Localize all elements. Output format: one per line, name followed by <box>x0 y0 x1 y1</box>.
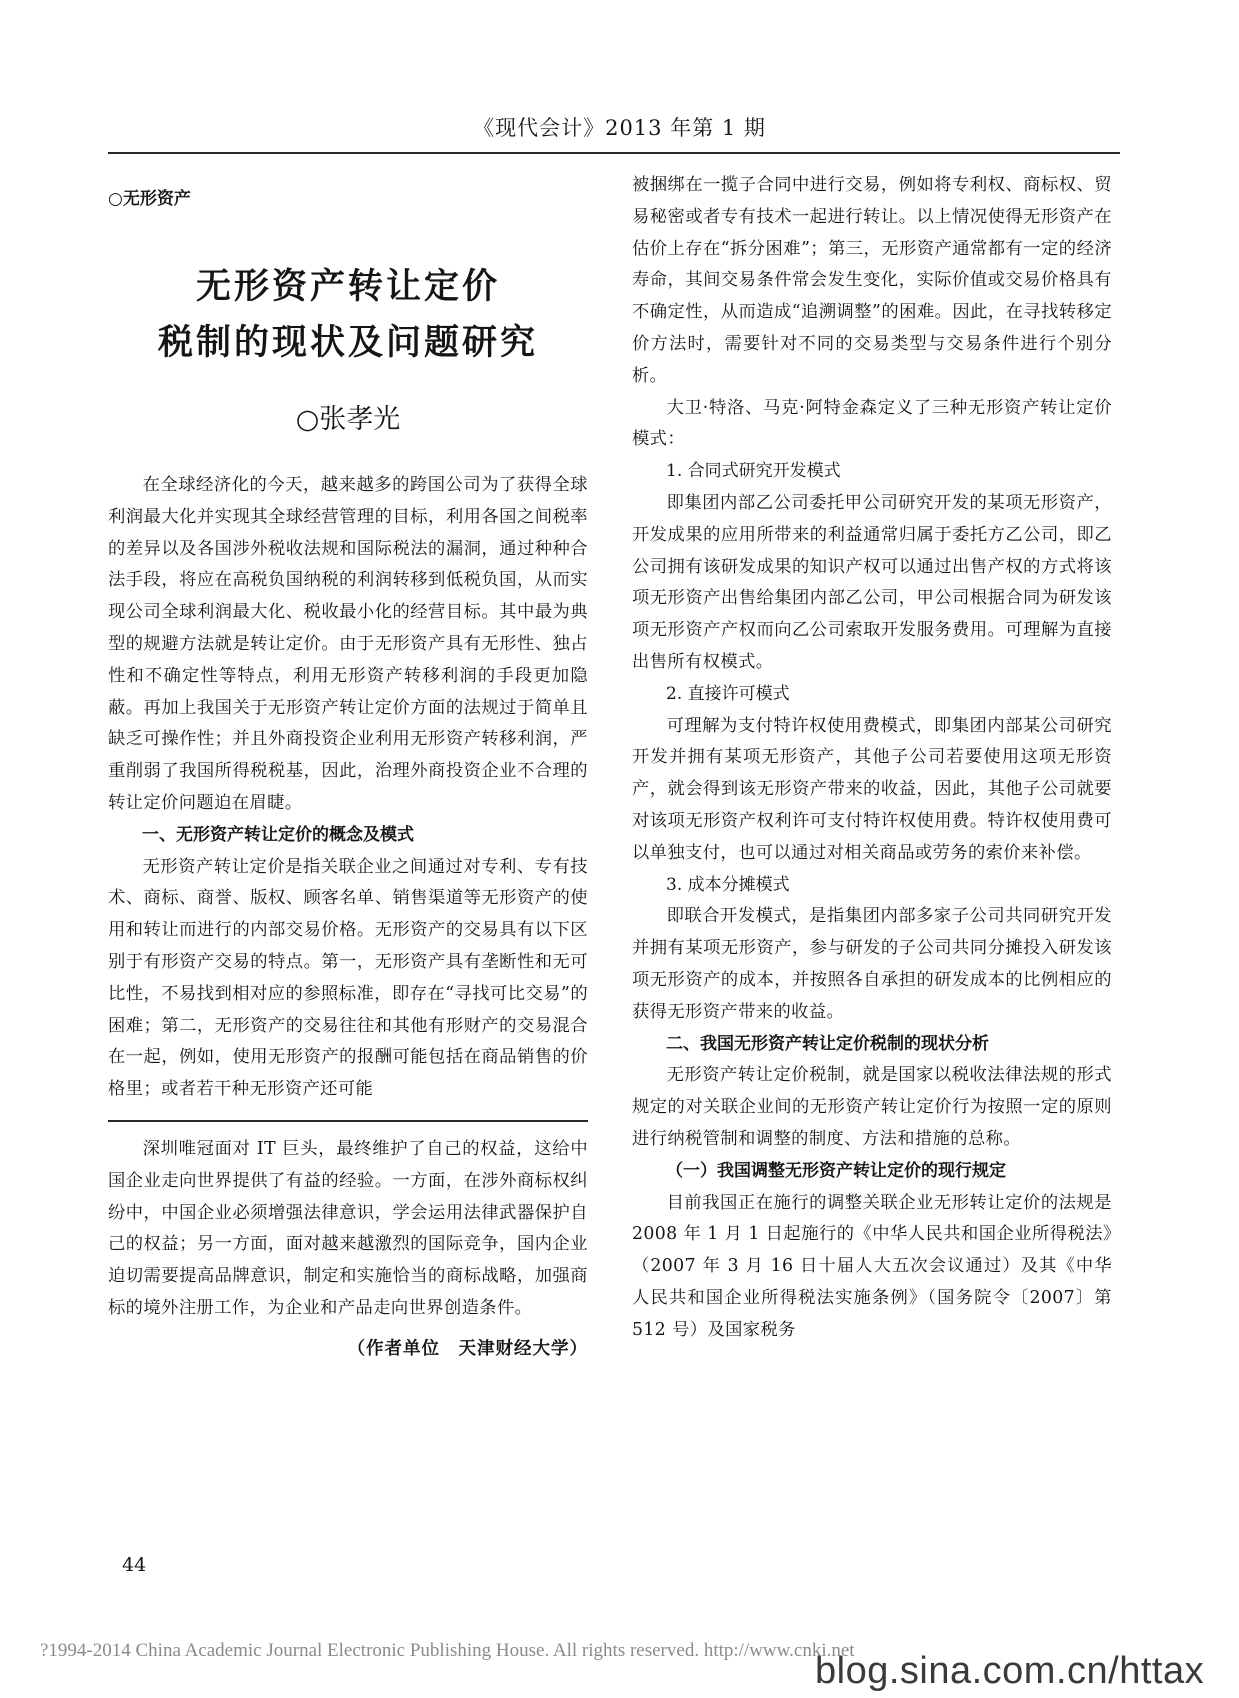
blog-watermark: blog.sina.com.cn/httax <box>815 1650 1205 1692</box>
left-column <box>108 180 588 1360</box>
section-tag: ○无形资产 <box>108 189 191 209</box>
model-3-title: 3. 成本分摊模式 <box>666 874 790 895</box>
model-1-title: 1. 合同式研究开发模式 <box>666 461 841 482</box>
tax-definition-paragraph: 无形资产转让定价税制，就是国家以税收法律法规的形式规定的对关联企业间的无形资产转让定价行为按照一定的原则进行纳税管制和调整的制度、方法和措施的总称。 <box>632 1065 1112 1149</box>
continued-paragraph: 被捆绑在一揽子合同中进行交易，例如将专利权、商标权、贸易秘密或者专有技术一起进行转让。以上情况使得无形资产在估价上存在“拆分困难”；第三，无形资产通常都有一定的经济寿命，其间交易条件常会发生变化，实际价值或交易价格具有不确定性，从而造成“追溯调整”的困难。因此，在寻找转移定价方法时，需要针对不同的交易类型与交易条件进行个别分析。 <box>632 175 1112 386</box>
model-2-text: 可理解为支付特许权使用费模式，即集团内部某公司研究开发并拥有某项无形资产，其他子公司若要使用这项无形资产，就会得到该无形资产带来的收益，因此，其他子公司就要对该项无形资产权利许可支付特许权使用费。特许权使用费可以单独支付，也可以通过对相关商品或劳务的索价来补偿。 <box>632 715 1112 863</box>
copyright-notice: ?1994-2014 China Academic Journal Electronic Publishing House. All rights reserved. http://www.cnki.net <box>40 1640 855 1661</box>
article-title <box>108 259 588 371</box>
header-divider <box>108 152 1120 154</box>
current-regulations-paragraph: 目前我国正在施行的调整关联企业无形转让定价的法规是 2008 年 1 月 1 日起施行的《中华人民共和国企业所得税法》（2007 年 3 月 16 日十届人大五次会议通过）及其《中华人民共和国企业所得税法实施条例》（国务院令〔2007〕第 512 号）及国家税务 <box>632 1192 1112 1340</box>
right-column <box>632 170 1112 1346</box>
subsection-heading: （一）我国调整无形资产转让定价的现行规定 <box>666 1160 1006 1181</box>
section-heading-1: 一、无形资产转让定价的概念及模式 <box>142 824 414 845</box>
author-affiliation: （作者单位 天津财经大学） <box>347 1338 588 1359</box>
models-intro-paragraph: 大卫·特洛、马克·阿特金森定义了三种无形资产转让定价模式： <box>632 397 1112 450</box>
section-heading-2: 二、我国无形资产转让定价税制的现状分析 <box>666 1033 989 1054</box>
author-name: ○张孝光 <box>295 404 401 435</box>
previous-article-conclusion: 深圳唯冠面对 IT 巨头，最终维护了自己的权益，这给中国企业走向世界提供了有益的经验。一方面，在涉外商标权纠纷中，中国企业必须增强法律意识，学会运用法律武器保护自己的权益；另一方面，面对越来越激烈的国际竞争，国内企业迫切需要提高品牌意识，制定和实施恰当的商标战略，加强商标的境外注册工作，为企业和产品走向世界创造条件。 <box>108 1138 588 1318</box>
title-line-2: 税制的现状及问题研究 <box>157 323 538 363</box>
page-number: 44 <box>122 1554 147 1576</box>
footnote-divider <box>108 1120 588 1122</box>
model-2-title: 2. 直接许可模式 <box>666 683 790 704</box>
model-3-text: 即联合开发模式，是指集团内部多家子公司共同研究开发并拥有某项无形资产，参与研发的子公司共同分摊投入研发该项无形资产的成本，并按照各自承担的研发成本的比例相应的获得无形资产带来的收益。 <box>632 906 1112 1022</box>
journal-header: 《现代会计》2013 年第 1 期 <box>473 116 766 140</box>
concept-paragraph: 无形资产转让定价是指关联企业之间通过对专利、专有技术、商标、商誉、版权、顾客名单、销售渠道等无形资产的使用和转让而进行的内部交易价格。无形资产的交易具有以下区别于有形资产交易的特点。第一，无形资产具有垄断性和无可比性，不易找到相对应的参照标准，即存在“寻找可比交易”的困难；第二，无形资产的交易往往和其他有形财产的交易混合在一起，例如，使用无形资产的报酬可能包括在商品销售的价格里；或者若干种无形资产还可能 <box>108 856 588 1100</box>
title-line-1: 无形资产转让定价 <box>195 267 500 307</box>
model-1-text: 即集团内部乙公司委托甲公司研究开发的某项无形资产，开发成果的应用所带来的利益通常归属于委托方乙公司，即乙公司拥有该研发成果的知识产权可以通过出售产权的方式将该项无形资产出售给集团内部乙公司，甲公司根据合同为研发该项无形资产产权而向乙公司索取开发服务费用。可理解为直接出售所有权模式。 <box>632 492 1112 672</box>
intro-paragraph: 在全球经济化的今天，越来越多的跨国公司为了获得全球利润最大化并实现其全球经营管理的目标，利用各国之间税率的差异以及各国涉外税收法规和国际税法的漏洞，通过种种合法手段，将应在高税负国纳税的利润转移到低税负国，从而实现公司全球利润最大化、税收最小化的经营目标。其中最为典型的规避方法就是转让定价。由于无形资产具有无形性、独占性和不确定性等特点，利用无形资产转移利润的手段更加隐蔽。再加上我国关于无形资产转让定价方面的法规过于简单且缺乏可操作性；并且外商投资企业利用无形资产转移利润，严重削弱了我国所得税税基，因此，治理外商投资企业不合理的转让定价问题迫在眉睫。 <box>108 475 588 813</box>
